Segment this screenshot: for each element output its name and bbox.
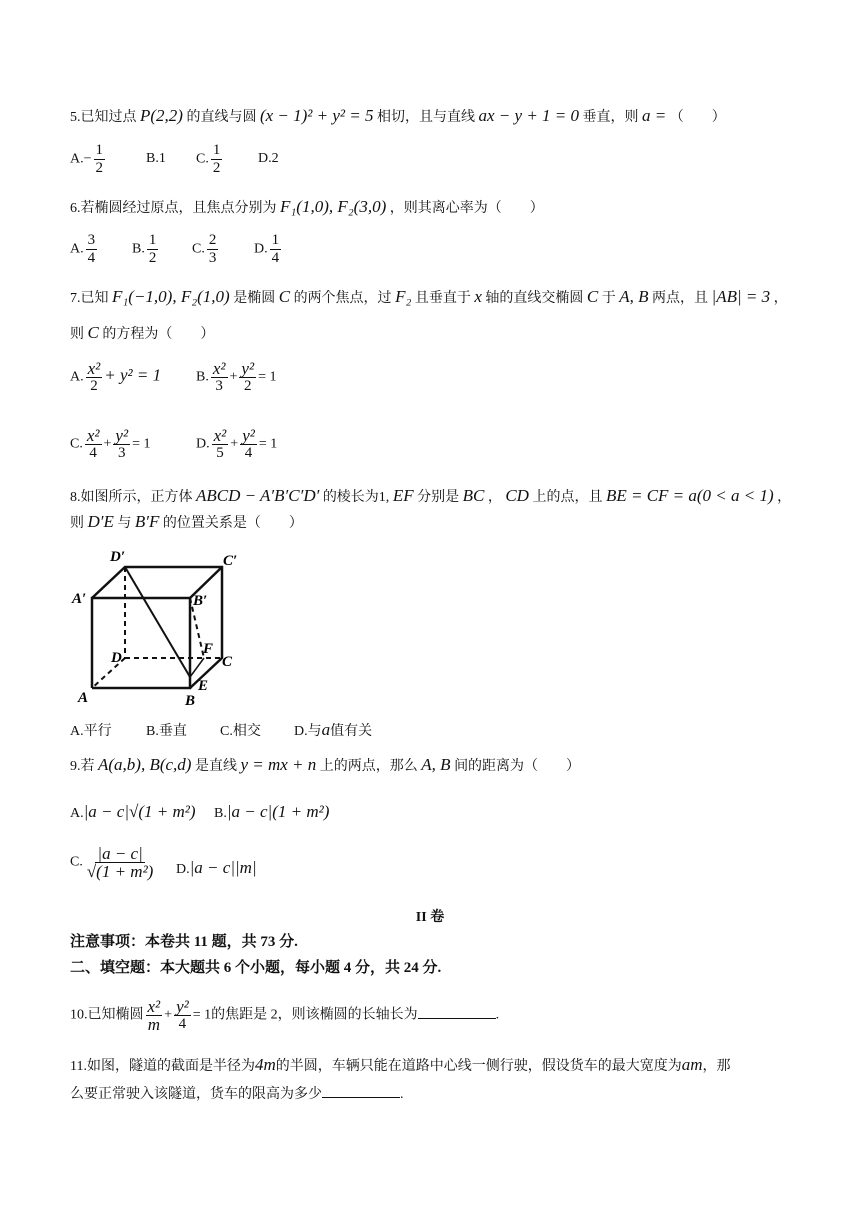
- denominator: 4: [244, 445, 253, 461]
- q5-text: 垂直，则: [582, 110, 639, 125]
- option-expr: |a − c||m|: [189, 858, 257, 877]
- fraction: [211, 360, 228, 395]
- fraction: [207, 232, 219, 267]
- denominator: 2: [90, 378, 98, 394]
- q11-text: ，那: [702, 1059, 731, 1074]
- option-sign: −: [83, 151, 92, 167]
- denominator: 4: [178, 1016, 187, 1032]
- numerator: 3: [87, 232, 96, 248]
- q6-foci: F₁(1,0), F₂(3,0): [280, 197, 387, 216]
- fraction: [86, 360, 103, 395]
- option-var: a: [321, 720, 331, 739]
- numerator: y²: [241, 359, 255, 378]
- q5-stem: [70, 106, 726, 128]
- option-label: C.: [192, 241, 205, 257]
- option-label: A.: [70, 151, 84, 167]
- denominator: 3: [117, 445, 126, 461]
- q11-stem-line1: [70, 1055, 731, 1077]
- numerator: 1: [95, 142, 104, 158]
- option-label: D.: [254, 241, 268, 257]
- q9-text: 9.若: [70, 759, 95, 774]
- q8-option-b: B.垂直: [146, 724, 187, 739]
- q8-ef: EF: [392, 486, 414, 505]
- q5-point: P(2,2): [140, 106, 183, 125]
- q5-option-b: [146, 151, 166, 167]
- q8-option-a: A.平行: [70, 724, 112, 739]
- numerator: x²: [86, 426, 100, 445]
- q8-cd: CD: [505, 486, 529, 505]
- q5-line-equation: ax − y + 1 = 0: [478, 106, 580, 125]
- q6-stem: [70, 197, 544, 219]
- fraction: [146, 998, 163, 1033]
- denominator: 4: [87, 250, 96, 266]
- q8-text: 的位置关系是（ ）: [162, 516, 303, 531]
- option-label: D.: [258, 151, 272, 166]
- q7-ellipse-c: C: [586, 287, 599, 306]
- q8-bf: B′F: [134, 512, 160, 531]
- q7-abs: |AB| = 3: [711, 287, 771, 306]
- q9-stem: [70, 755, 580, 777]
- q7-option-c: C. $\frac{\text{x²}}{4}$ + $\frac{\text{y²}}{3}$ = 1: [70, 426, 151, 461]
- option-expr: |a − c|√(1 + m²): [83, 802, 196, 821]
- q6-text: 6.若椭圆经过原点，且焦点分别为: [70, 201, 277, 216]
- q9-text: 上的两点，那么: [319, 759, 418, 774]
- option-label: D.: [196, 436, 210, 452]
- fraction: [211, 142, 223, 177]
- section-note: 注意事项：本卷共 11 题，共 73 分.: [70, 934, 298, 950]
- q10-text: 10.已知椭圆: [70, 1007, 144, 1023]
- q11-radius: 4m: [254, 1055, 276, 1074]
- q5-text: 5.已知过点: [70, 110, 137, 125]
- cube-edge: [92, 598, 190, 688]
- numerator: y²: [242, 426, 255, 445]
- option-expr: |a − c|(1 + m²): [226, 802, 330, 821]
- option-label: C.: [70, 854, 83, 870]
- option-rest: + y² = 1: [104, 365, 162, 385]
- q5-circle-equation: (x − 1)² + y² = 5: [259, 106, 374, 125]
- q5-option-a: [70, 142, 107, 177]
- option-label: C.: [196, 151, 209, 167]
- q10-text: 的焦距是 2，则该椭圆的长轴长为: [211, 1007, 418, 1023]
- q7-text: 是椭圆: [233, 291, 276, 306]
- q7-text: ，: [773, 291, 788, 306]
- option-label: A.: [70, 241, 84, 257]
- q9-option-a: [70, 802, 196, 822]
- label-d1: D′: [110, 549, 126, 565]
- option-eq: = 1: [258, 369, 277, 385]
- denominator: 5: [216, 445, 224, 461]
- numerator: 2: [208, 232, 217, 248]
- option-label: B.: [196, 369, 209, 385]
- numerator: y²: [176, 997, 189, 1016]
- option-rest: 值有关: [330, 724, 373, 739]
- denominator: √(1 + m²): [86, 862, 154, 881]
- segment-de: [125, 567, 190, 677]
- option-label: B.: [146, 151, 159, 166]
- option-label: D.与: [294, 724, 322, 739]
- q7-foci: F₁(−1,0), F₂(1,0): [112, 287, 230, 306]
- q8-cube-figure: [70, 545, 250, 710]
- q8-bc: BC: [462, 486, 485, 505]
- option-label: C.: [70, 436, 83, 452]
- q11-text: 么要正常驶入该隧道，货车的限高为多少: [70, 1087, 322, 1102]
- fraction: [94, 142, 106, 177]
- q11-text: 11.如图，隧道的截面是半径为: [70, 1059, 255, 1074]
- q9-line-eq: y = mx + n: [240, 755, 317, 774]
- q7-text: 的方程为（ ）: [102, 327, 215, 342]
- q8-text: ，: [487, 490, 502, 505]
- q8-option-c: C.相交: [220, 724, 261, 739]
- numerator: x²: [212, 359, 226, 378]
- fraction: [270, 232, 282, 267]
- q8-text: 分别是: [417, 490, 460, 505]
- numerator: x²: [87, 359, 101, 378]
- q6-text: ，则其离心率为（ ）: [389, 201, 544, 216]
- q8-text: 则: [70, 516, 84, 531]
- numerator: 1: [212, 142, 221, 158]
- q8-stem-line2: [70, 512, 303, 534]
- fraction: [85, 427, 102, 462]
- q7-f2: F₂: [395, 287, 412, 306]
- option-label: D.: [176, 862, 190, 877]
- numerator: y²: [115, 426, 129, 445]
- q5-text: 相切，且与直线: [377, 110, 475, 125]
- q9-option-c: [70, 845, 157, 880]
- fraction: [239, 360, 256, 395]
- q5-option-c: [196, 142, 224, 177]
- numerator: 1: [271, 232, 280, 248]
- label-b1: B′: [193, 593, 208, 609]
- option-label: B.: [214, 806, 227, 821]
- q7-text: 且垂直于: [414, 291, 471, 306]
- numerator: x²: [147, 997, 161, 1016]
- q10-stem: 10.已知椭圆 $\frac{\text{x²}}{m}$ + $\frac{\text{y²}}{4}$ = 1的焦距是 2，则该椭圆的长轴长为 .: [70, 997, 500, 1034]
- q8-text: ，: [777, 490, 792, 505]
- q7-text: 7.已知: [70, 291, 109, 306]
- q10-end: .: [495, 1007, 500, 1023]
- section-title: II 卷: [415, 910, 445, 925]
- q11-text: 的半圆，车辆只能在道路中心线一侧行驶，假设货车的最大宽度为: [275, 1059, 682, 1074]
- q8-condition: BE = CF = a(0 < a < 1): [605, 486, 774, 505]
- denominator: 4: [89, 445, 97, 461]
- q7-option-a: [70, 360, 161, 395]
- q8-text: 上的点，且: [532, 490, 603, 505]
- q7-stem-line1: [70, 287, 788, 309]
- q9-text: 是直线: [194, 759, 237, 774]
- q7-text: 于: [601, 291, 616, 306]
- q6-option-a: [70, 232, 99, 267]
- q5-ask: a =: [642, 106, 667, 125]
- q8-option-d: [294, 720, 372, 740]
- q7-ellipse-c: C: [87, 323, 99, 342]
- denominator: 2: [212, 160, 221, 176]
- denominator: 2: [243, 378, 252, 394]
- q8-text: 的棱长为1,: [322, 490, 390, 505]
- option-label: A.: [70, 806, 84, 821]
- segment-ef: [190, 658, 204, 677]
- q8-de: D′E: [87, 512, 114, 531]
- label-f: F: [203, 641, 214, 657]
- q8-stem-line1: [70, 486, 791, 508]
- fraction: [240, 427, 257, 462]
- fraction: [113, 427, 130, 462]
- label-e: E: [198, 678, 209, 694]
- denominator: 4: [271, 250, 280, 266]
- q9-option-b: [214, 802, 329, 822]
- q5-paren: （ ）: [669, 110, 726, 125]
- answer-blank[interactable]: [418, 1004, 496, 1019]
- q8-text: 与: [117, 516, 132, 531]
- q7-option-b: B. $\frac{\text{x²}}{3}$ + $\frac{\text{y²}}{2}$ = 1: [196, 359, 277, 394]
- fraction: [147, 232, 159, 267]
- q9-text: 间的距离为（ ）: [454, 759, 581, 774]
- option-eq: = 1: [132, 436, 151, 452]
- label-d: D: [111, 650, 122, 666]
- option-eq: = 1: [258, 436, 278, 452]
- q9-points: A(a,b), B(c,d): [98, 755, 192, 774]
- option-label: A.: [70, 369, 84, 385]
- label-a1: A′: [72, 591, 87, 607]
- q7-ab: A, B: [619, 287, 649, 306]
- q7-text: 则: [70, 327, 84, 342]
- denominator: m: [147, 1015, 160, 1034]
- q9-option-d: [176, 858, 257, 878]
- q7-stem-line2: [70, 323, 214, 345]
- numerator: |a − c|: [97, 844, 143, 863]
- denominator: 2: [95, 160, 104, 176]
- q6-option-c: [192, 232, 220, 267]
- label-a: A: [78, 690, 89, 706]
- label-c: C: [222, 654, 233, 670]
- option-value: 1: [158, 151, 166, 166]
- q6-option-d: [254, 232, 283, 267]
- q11-end: .: [400, 1087, 404, 1102]
- fraction: [212, 427, 229, 462]
- numerator: 1: [148, 232, 157, 248]
- q5-option-d: [258, 151, 279, 167]
- numerator: x²: [213, 426, 227, 445]
- q10-eq: = 1: [192, 1007, 212, 1023]
- q8-cube: ABCD − A′B′C′D′: [196, 486, 320, 505]
- q7-x: x: [474, 287, 482, 306]
- label-c1: C′: [223, 553, 238, 569]
- denominator: 2: [148, 250, 157, 266]
- option-label: B.: [132, 241, 145, 257]
- q7-ellipse-c: C: [278, 287, 291, 306]
- fraction: [85, 845, 156, 880]
- denominator: 3: [215, 378, 223, 394]
- q7-option-d: D. $\frac{\text{x²}}{5}$ + $\frac{\text{y²}}{4}$ = 1: [196, 426, 278, 461]
- q7-text: 轴的直线交椭圆: [485, 291, 584, 306]
- fraction: [174, 998, 191, 1033]
- section-part-title: 二、填空题：本大题共 6 个小题，每小题 4 分，共 24 分.: [70, 960, 442, 976]
- denominator: 3: [208, 250, 217, 266]
- q9-ab: A, B: [421, 755, 451, 774]
- fraction: [86, 232, 98, 267]
- option-value: 2: [271, 151, 279, 166]
- q5-text: 的直线与圆: [186, 110, 257, 125]
- q11-width: am: [681, 1055, 703, 1074]
- answer-blank[interactable]: [322, 1083, 400, 1098]
- label-b: B: [185, 693, 196, 709]
- q11-stem-line2: [70, 1083, 404, 1105]
- q6-option-b: [132, 232, 160, 267]
- q7-text: 两点，且: [652, 291, 709, 306]
- q8-text: 8.如图所示，正方体: [70, 490, 193, 505]
- q7-text: 的两个焦点，过: [293, 291, 392, 306]
